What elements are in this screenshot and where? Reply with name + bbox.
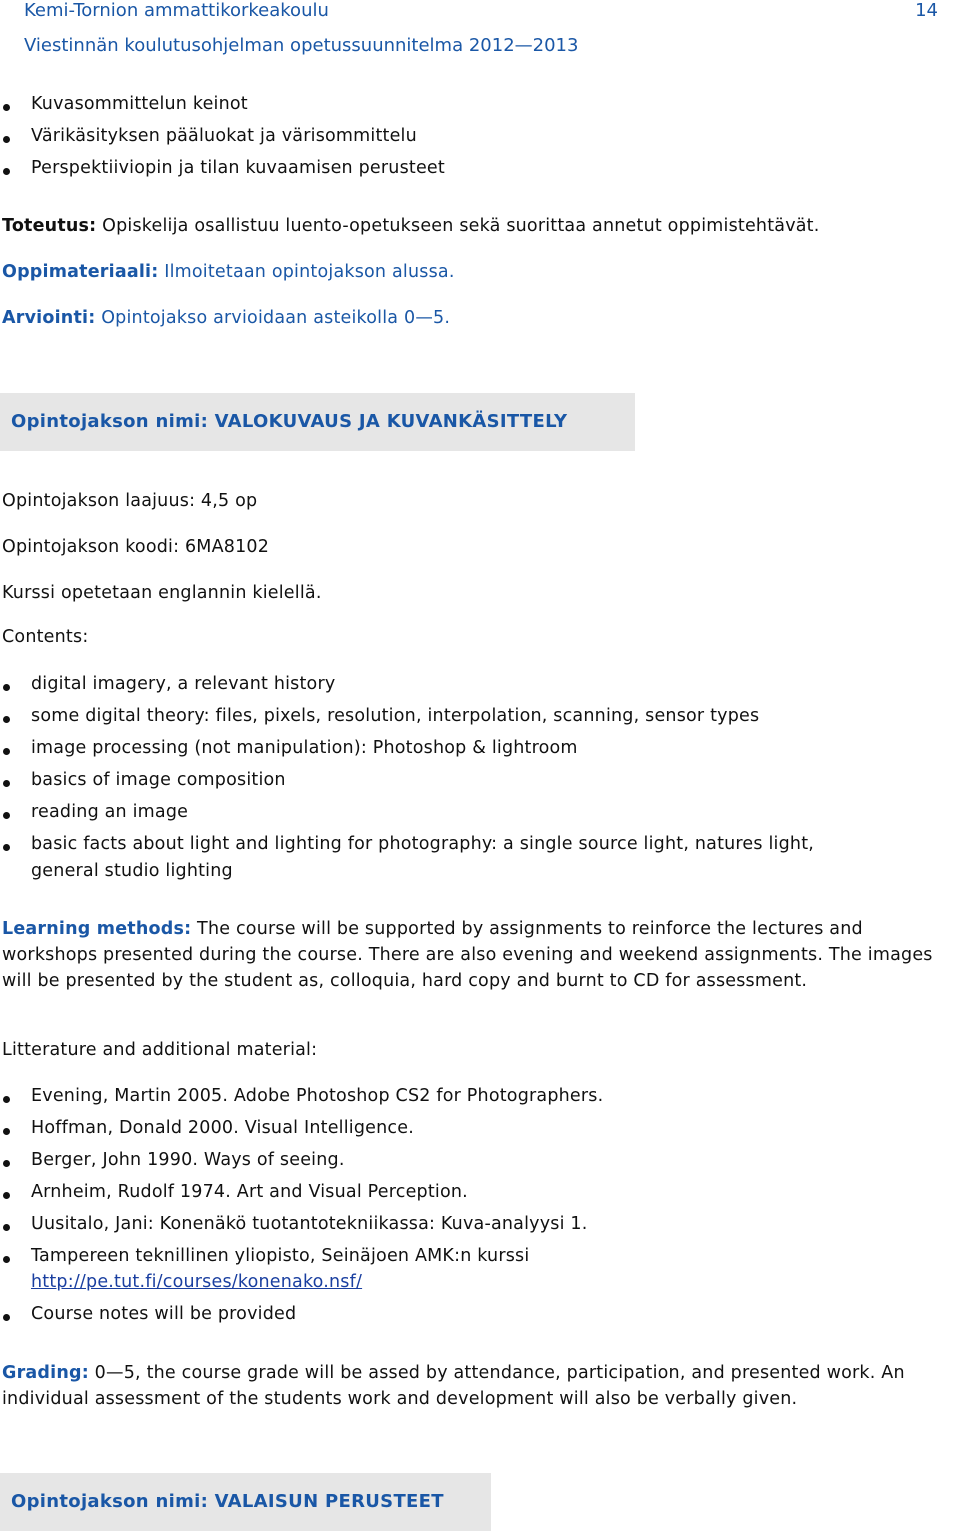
list-item: Course notes will be provided	[0, 1304, 940, 1336]
course-link[interactable]: http://pe.tut.fi/courses/konenako.nsf/	[31, 1272, 363, 1292]
list-item: digital imagery, a relevant history	[0, 674, 940, 706]
list-item: Kuvasommittelun keinot	[0, 94, 940, 126]
list-item: some digital theory: files, pixels, resolution, interpolation, scanning, sensor types	[0, 706, 940, 738]
grading-text: 0—5, the course grade will be assed by attendance, participation, and presented work. An individual assessment of the students work and development will also be verbally given.	[2, 1363, 905, 1409]
learning-methods-paragraph	[2, 916, 942, 994]
page-number: 14	[915, 0, 938, 21]
arviointi-line	[2, 308, 450, 328]
course-title-box	[0, 1473, 491, 1531]
list-item	[0, 1246, 940, 1304]
course-title: Opintojakson nimi: VALAISUN PERUSTEET	[11, 1491, 444, 1512]
list-item: Värikäsityksen pääluokat ja värisommittelu	[0, 126, 940, 158]
arviointi-text: Opintojakso arvioidaan asteikolla 0—5.	[95, 308, 451, 328]
oppimateriaali-label: Oppimateriaali:	[2, 262, 159, 282]
list-item-line: basic facts about light and lighting for photography: a single source light, natures light,	[31, 834, 815, 854]
curriculum-title: Viestinnän koulutusohjelman opetussuunnitelma 2012—2013	[24, 35, 579, 56]
toteutus-label: Toteutus:	[2, 216, 97, 236]
literature-label: Litterature and additional material:	[2, 1040, 318, 1060]
list-item: Hoffman, Donald 2000. Visual Intelligence.	[0, 1118, 940, 1150]
course-scope: Opintojakson laajuus: 4,5 op	[2, 491, 258, 511]
list-item: Arnheim, Rudolf 1974. Art and Visual Perception.	[0, 1182, 940, 1214]
list-item: Evening, Martin 2005. Adobe Photoshop CS2 for Photographers.	[0, 1086, 940, 1118]
grading-paragraph	[2, 1360, 942, 1412]
course-code: Opintojakson koodi: 6MA8102	[2, 537, 270, 557]
list-item: Uusitalo, Jani: Konenäkö tuotantotekniikassa: Kuva-analyysi 1.	[0, 1214, 940, 1246]
previous-topics-list	[0, 94, 940, 190]
toteutus-text: Opiskelija osallistuu luento-opetukseen sekä suorittaa annetut oppimistehtävät.	[96, 216, 820, 236]
contents-label: Contents:	[2, 627, 89, 647]
list-item: Berger, John 1990. Ways of seeing.	[0, 1150, 940, 1182]
course-title: Opintojakson nimi: VALOKUVAUS JA KUVANKÄSITTELY	[11, 411, 568, 432]
course-language: Kurssi opetetaan englannin kielellä.	[2, 583, 322, 603]
contents-list	[0, 674, 940, 886]
institution-name: Kemi-Tornion ammattikorkeakoulu	[24, 0, 329, 21]
list-item	[0, 834, 940, 886]
list-item-line: Tampereen teknillinen yliopisto, Seinäjoen AMK:n kurssi	[31, 1246, 530, 1266]
list-item: reading an image	[0, 802, 940, 834]
list-item: Perspektiiviopin ja tilan kuvaamisen perusteet	[0, 158, 940, 190]
list-item: image processing (not manipulation): Photoshop & lightroom	[0, 738, 940, 770]
literature-list	[0, 1086, 940, 1336]
learning-methods-text: The course will be supported by assignments to reinforce the lectures and workshops presented during the course. There are also evening and weekend assignments. The images will be presented by the student as, colloquia, hard copy and burnt to CD for assessment.	[2, 919, 933, 991]
oppimateriaali-text: Ilmoitetaan opintojakson alussa.	[158, 262, 455, 282]
learning-methods-label: Learning methods:	[2, 919, 192, 939]
toteutus-line	[2, 216, 820, 236]
oppimateriaali-line	[2, 262, 455, 282]
arviointi-label: Arviointi:	[2, 308, 96, 328]
course-title-box	[0, 393, 635, 451]
list-item-line: general studio lighting	[31, 861, 233, 881]
grading-label: Grading:	[2, 1363, 89, 1383]
list-item: basics of image composition	[0, 770, 940, 802]
